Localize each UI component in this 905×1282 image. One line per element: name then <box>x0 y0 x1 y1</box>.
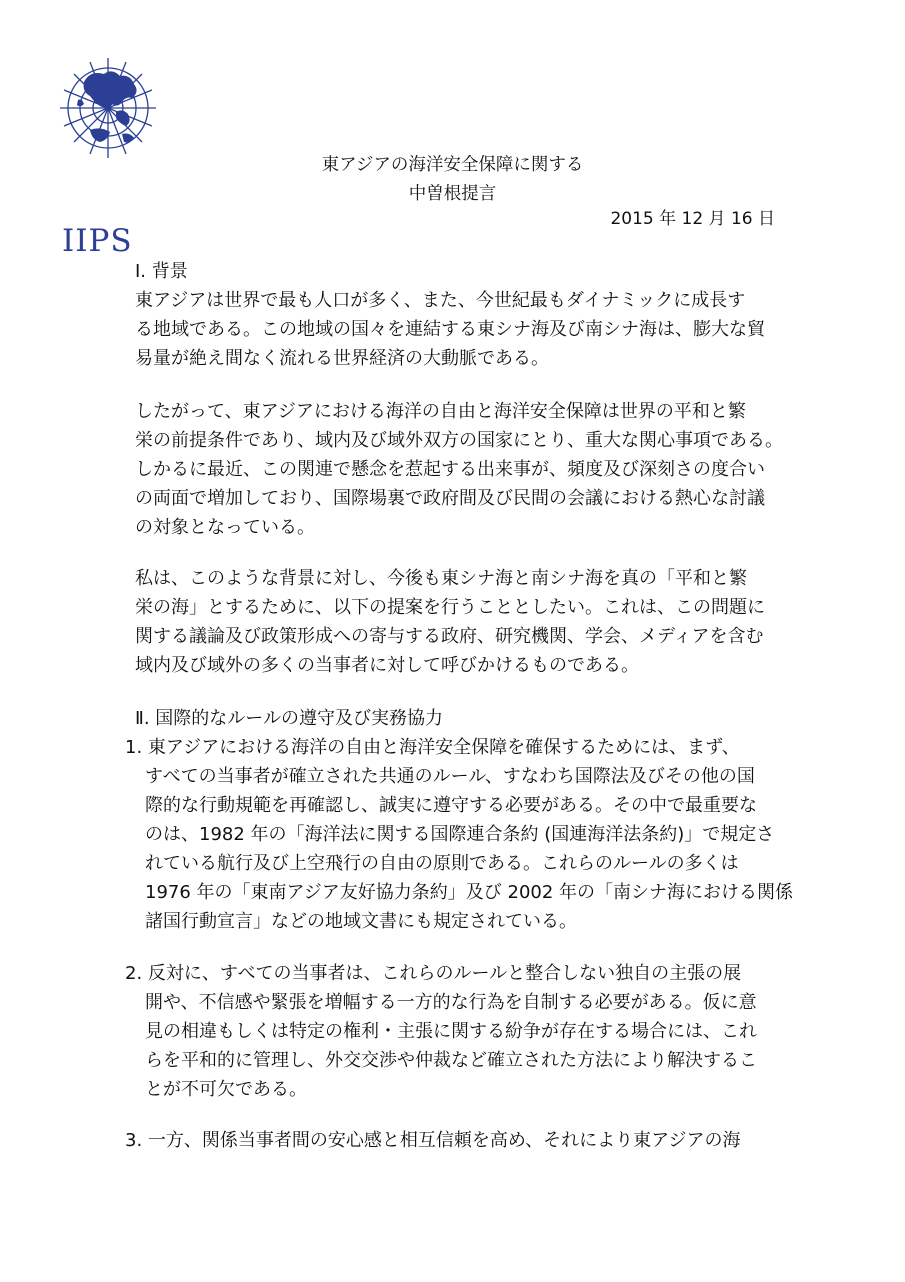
section-heading: Ⅰ. 背景 <box>135 261 188 282</box>
paragraph-line: 易量が絶え間なく流れる世界経済の大動脈である。 <box>135 348 549 369</box>
paragraph-line: 東アジアは世界で最も人口が多く、また、今世紀最もダイナミックに成長す <box>135 290 746 311</box>
list-item-line: 際的な行動規範を再確認し、誠実に遵守する必要がある。その中で最重要な <box>145 795 757 816</box>
document-title: 東アジアの海洋安全保障に関する <box>321 155 584 175</box>
list-item-line: らを平和的に管理し、外交交渉や仲裁など確立された方法により解決するこ <box>145 1050 757 1071</box>
paragraph-line: 栄の前提条件であり、域内及び域外双方の国家にとり、重大な関心事項である。 <box>135 430 783 451</box>
list-item-line: れている航行及び上空飛行の自由の原則である。これらのルールの多くは <box>145 853 739 874</box>
list-item-line: 見の相違もしくは特定の権利・主張に関する紛争が存在する場合には、これ <box>145 1021 757 1042</box>
logo-text: IIPS <box>62 223 133 259</box>
paragraph-line: の対象となっている。 <box>135 517 315 538</box>
list-item-line: とが不可欠である。 <box>145 1079 307 1100</box>
list-item-line: すべての当事者が確立された共通のルール、すなわち国際法及びその他の国 <box>145 766 755 787</box>
list-item-line: 1976 年の「東南アジア友好協力条約」及び 2002 年の「南シナ海における関係 <box>145 882 794 903</box>
document-date: 2015 年 12 月 16 日 <box>610 209 775 229</box>
list-item-line: のは、1982 年の「海洋法に関する国際連合条約 (国連海洋法条約)」で規定さ <box>145 824 775 845</box>
list-item-first-line: 3. 一方、関係当事者間の安心感と相互信頼を高め、それにより東アジアの海 <box>125 1130 741 1151</box>
globe-map-icon <box>60 56 156 160</box>
list-item-line: 開や、不信感や緊張を増幅する一方的な行為を自制する必要がある。仮に意 <box>145 992 757 1013</box>
document-subtitle: 中曽根提言 <box>408 184 497 204</box>
list-item-line: 諸国行動宣言」などの地域文書にも規定されている。 <box>145 911 577 932</box>
paragraph-line: 栄の海」とするために、以下の提案を行うこととしたい。これは、この問題に <box>135 597 765 618</box>
paragraph-line: 私は、このような背景に対し、今後も東シナ海と南シナ海を真の「平和と繁 <box>135 568 747 589</box>
list-item-first-line: 1. 東アジアにおける海洋の自由と海洋安全保障を確保するためには、まず、 <box>125 737 740 758</box>
list-item-first-line: 2. 反対に、すべての当事者は、これらのルールと整合しない独自の主張の展 <box>125 963 742 984</box>
paragraph-line: の両面で増加しており、国際場裏で政府間及び民間の会議における熱心な討議 <box>135 488 765 509</box>
paragraph-line: 関する議論及び政策形成への寄与する政府、研究機関、学会、メディアを含む <box>135 626 764 647</box>
paragraph-line: したがって、東アジアにおける海洋の自由と海洋安全保障は世界の平和と繁 <box>135 401 746 422</box>
section-heading: Ⅱ. 国際的なルールの遵守及び実務協力 <box>135 708 443 729</box>
paragraph-line: 域内及び域外の多くの当事者に対して呼びかけるものである。 <box>135 655 639 676</box>
paragraph-line: しかるに最近、この関連で懸念を惹起する出来事が、頻度及び深刻さの度合い <box>135 459 765 480</box>
paragraph-line: る地域である。この地域の国々を連結する東シナ海及び南シナ海は、膨大な貿 <box>135 319 765 340</box>
